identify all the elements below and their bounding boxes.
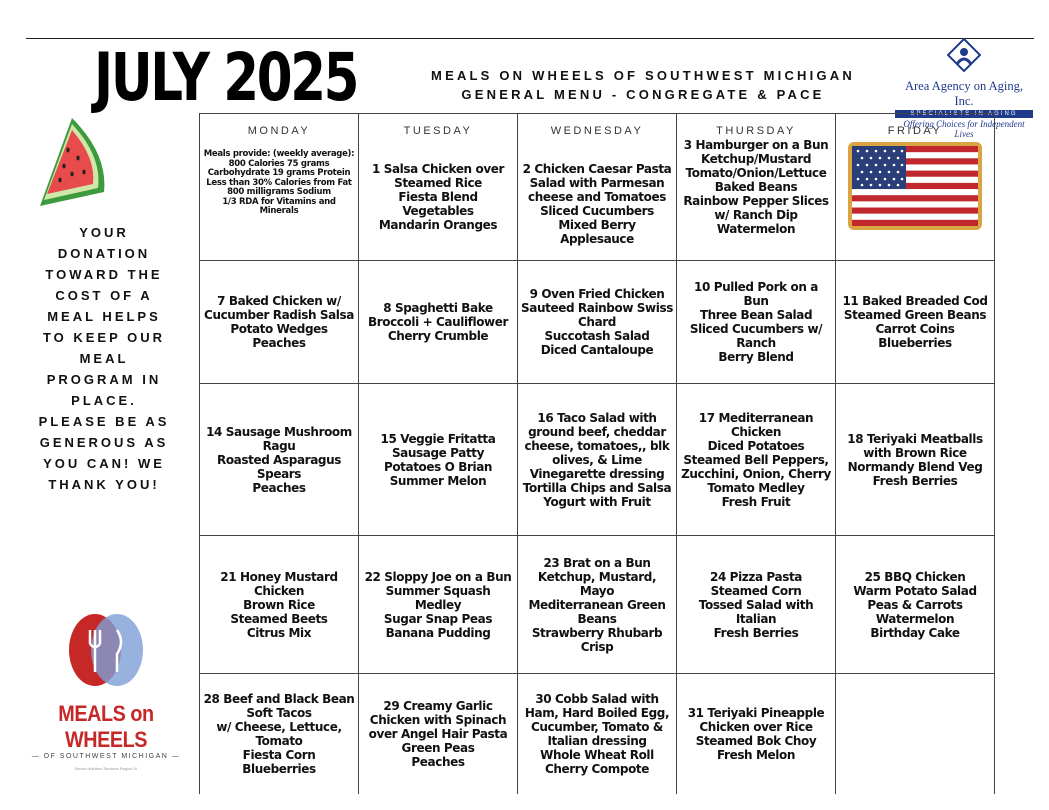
week-row xyxy=(200,261,995,384)
meal-entry: 17 Mediterranean Chicken Diced Potatoes Steamed Bell Peppers, Zucchini, Onion, Cherry Tomato Medley Fresh Fruit xyxy=(681,410,831,509)
day-cell xyxy=(836,536,995,674)
meal-entry: 2 Chicken Caesar Pasta Salad with Parmesan cheese and Tomatoes Sliced Cucumbers Mixed Berry Applesauce xyxy=(522,162,672,246)
day-cell xyxy=(518,536,677,674)
day-cell xyxy=(359,384,518,536)
meal-entry: 10 Pulled Pork on a Bun Three Bean Salad Sliced Cucumbers w/ Ranch Berry Blend xyxy=(689,280,823,364)
day-cell xyxy=(200,114,359,261)
meal-entry: 25 BBQ Chicken Warm Potato Salad Peas & Carrots Watermelon Birthday Cake xyxy=(853,569,977,640)
day-cell xyxy=(677,536,836,674)
day-cell xyxy=(677,674,836,795)
day-header-monday: MONDAY xyxy=(247,125,311,137)
meal-entry: 1 Salsa Chicken over Steamed Rice Fiesta Blend Vegetables Mandarin Oranges xyxy=(371,162,505,232)
aaa-tagline: Offering Choices for Independent Lives xyxy=(903,119,1025,139)
day-cell xyxy=(200,261,359,384)
day-cell-empty xyxy=(836,674,995,795)
meals-on-wheels-logo-icon xyxy=(61,610,151,690)
day-cell xyxy=(200,536,359,674)
day-cell xyxy=(359,674,518,795)
meal-entry: 7 Baked Chicken w/ Cucumber Radish Salsa Potato Wedges Peaches xyxy=(204,294,354,350)
mow-title: MEALS on WHEELS xyxy=(58,701,154,752)
meal-entry: 24 Pizza Pasta Steamed Corn Tossed Salad with Italian Fresh Berries xyxy=(698,569,814,640)
day-cell xyxy=(518,114,677,261)
meals-on-wheels-logo xyxy=(26,610,186,771)
week-row xyxy=(200,114,995,261)
day-cell xyxy=(359,261,518,384)
meal-entry: 23 Brat on a Bun Ketchup, Mustard, Mayo Mediterranean Green Beans Strawberry Rhubarb Crisp xyxy=(528,555,666,654)
day-cell xyxy=(518,674,677,795)
aaa-logo-icon xyxy=(947,38,981,72)
meal-entry: 16 Taco Salad with ground beef, cheddar cheese, tomatoes,, blk olives, & Lime Vinegarette dressing Tortilla Chips and Salsa Yogurt with Fruit xyxy=(522,410,672,509)
week-row xyxy=(200,536,995,674)
day-cell xyxy=(359,536,518,674)
day-cell xyxy=(200,384,359,536)
meal-entry: 11 Baked Breaded Cod Steamed Green Beans Carrot Coins Blueberries xyxy=(842,294,988,350)
day-cell xyxy=(836,114,995,261)
day-header-friday: FRIDAY xyxy=(887,125,943,137)
meal-entry: 31 Teriyaki Pineapple Chicken over Rice Steamed Bok Choy Fresh Melon xyxy=(687,706,825,762)
month-title: JULY 2025 xyxy=(94,39,358,116)
meal-entry: 3 Hamburger on a Bun Ketchup/Mustard Tomato/Onion/Lettuce Baked Beans Rainbow Pepper Slices w/ Ranch Dip Watermelon xyxy=(683,138,829,236)
meal-entry: 18 Teriyaki Meatballs with Brown Rice Normandy Blend Veg Fresh Berries xyxy=(847,431,983,488)
day-cell xyxy=(359,114,518,261)
menu-calendar xyxy=(199,113,995,794)
donation-message: YOUR DONATION TOWARD THE COST OF A MEAL HELPS TO KEEP OUR MEAL PROGRAM IN PLACE. PLEASE BE AS GENEROUS AS YOU CAN! WE THANK YOU! xyxy=(38,225,170,492)
nutrition-info: Meals provide: (weekly average): 800 Calories 75 grams Carbohydrate 19 grams Protein Less than 30% Calories from Fat 800 milligrams Sodium 1/3 RDA for Vitamins and Minerals xyxy=(203,149,355,216)
day-header-thursday: THURSDAY xyxy=(716,125,796,137)
day-cell xyxy=(518,261,677,384)
day-cell xyxy=(677,114,836,261)
day-cell xyxy=(518,384,677,536)
meal-entry: 9 Oven Fried Chicken Sauteed Rainbow Swiss Chard Succotash Salad Diced Cantaloupe xyxy=(521,287,673,357)
mow-tagline: Senior Nutrition Services Region IV xyxy=(74,766,138,771)
american-flag-icon xyxy=(848,142,982,230)
meal-entry: 15 Veggie Fritatta Sausage Patty Potatoes O Brian Summer Melon xyxy=(380,431,496,488)
org-name: MEALS ON WHEELS OF SOUTHWEST MICHIGAN xyxy=(431,68,855,83)
meal-entry: 28 Beef and Black Bean Soft Tacos w/ Cheese, Lettuce, Tomato Fiesta Corn Blueberries xyxy=(203,692,355,776)
day-header-wednesday: WEDNESDAY xyxy=(550,125,644,137)
menu-type: GENERAL MENU - CONGREGATE & PACE xyxy=(461,87,825,102)
day-cell xyxy=(200,674,359,795)
meal-entry: 22 Sloppy Joe on a Bun Summer Squash Medley Sugar Snap Peas Banana Pudding xyxy=(364,569,512,640)
meal-entry: 8 Spaghetti Bake Broccoli + Cauliflower Cherry Crumble xyxy=(367,301,508,343)
meal-entry: 14 Sausage Mushroom Ragu Roasted Asparagus Spears Peaches xyxy=(206,424,352,495)
aaa-name: Area Agency on Aging, Inc. xyxy=(904,79,1024,108)
org-header xyxy=(418,66,868,104)
day-cell xyxy=(836,261,995,384)
week-row xyxy=(200,384,995,536)
day-cell xyxy=(677,384,836,536)
day-cell xyxy=(836,384,995,536)
meal-entry: 29 Creamy Garlic Chicken with Spinach over Angel Hair Pasta Green Peas Peaches xyxy=(368,699,508,769)
watermelon-icon xyxy=(38,114,110,214)
meal-entry: 21 Honey Mustard Chicken Brown Rice Steamed Beets Citrus Mix xyxy=(220,569,338,640)
day-header-tuesday: TUESDAY xyxy=(403,125,473,137)
mow-subtitle: — OF SOUTHWEST MICHIGAN — xyxy=(31,753,181,760)
week-row xyxy=(200,674,995,795)
meal-entry: 30 Cobb Salad with Ham, Hard Boiled Egg, Cucumber, Tomato & Italian dressing Whole Wheat Roll Cherry Compote xyxy=(524,692,670,776)
day-cell xyxy=(677,261,836,384)
aaa-bar: SPECIALISTS IN AGING xyxy=(895,110,1033,118)
